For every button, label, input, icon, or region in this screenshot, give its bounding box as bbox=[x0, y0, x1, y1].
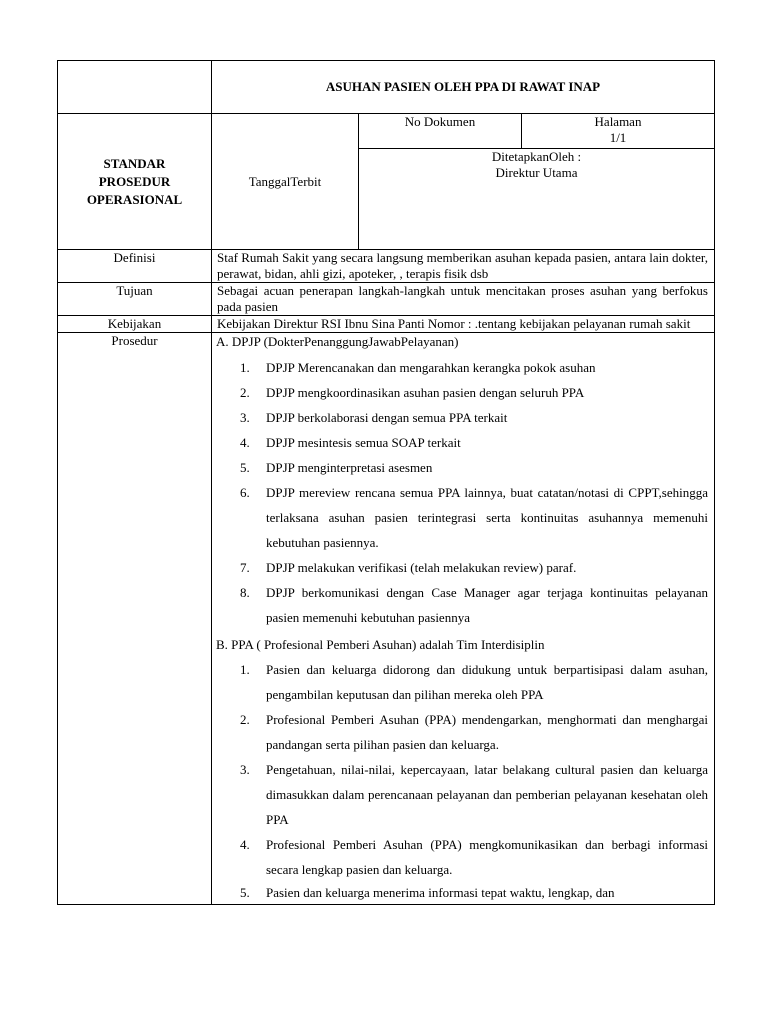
no-dokumen: No Dokumen bbox=[359, 114, 522, 149]
halaman-value: 1/1 bbox=[609, 130, 627, 145]
list-item: 5. Pasien dan keluarga menerima informasi tepat waktu, lengkap, dan bbox=[240, 885, 615, 900]
kebijakan-label: Kebijakan bbox=[58, 316, 212, 333]
kebijakan-text: Kebijakan Direktur RSI Ibnu Sina Panti Nomor : .tentang kebijakan pelayanan rumah sakit bbox=[212, 316, 715, 333]
list-item: 4. Profesional Pemberi Asuhan (PPA) mengkomunikasikan dan berbagi informasi secara lengkap pasien dan keluarga. bbox=[240, 837, 708, 877]
list-item: 8. DPJP berkomunikasi dengan Case Manager agar terjaga kontinuitas pelayanan pasien memenuhi kebutuhan pasiennya bbox=[240, 585, 708, 625]
list-item: 4. DPJP mesintesis semua SOAP terkait bbox=[240, 435, 461, 450]
list-item: 7. DPJP melakukan verifikasi (telah melakukan review) paraf. bbox=[240, 560, 577, 575]
section-b-list bbox=[216, 657, 708, 904]
sop-label-line3: OPERASIONAL bbox=[86, 191, 183, 207]
document-title: ASUHAN PASIEN OLEH PPA DI RAWAT INAP bbox=[212, 61, 715, 114]
list-item: 3. DPJP berkolaborasi dengan semua PPA terkait bbox=[240, 410, 508, 425]
ditetapkan-oleh bbox=[359, 149, 715, 250]
ditetapkan-label: DitetapkanOleh : bbox=[491, 149, 582, 164]
halaman-label: Halaman bbox=[594, 114, 642, 129]
section-a-heading: A. DPJP (DokterPenanggungJawabPelayanan) bbox=[216, 334, 459, 349]
list-item: 2. Profesional Pemberi Asuhan (PPA) mendengarkan, menghormati dan menghargai pandangan serta pilihan pasien dan keluarga. bbox=[240, 712, 708, 752]
sop-label bbox=[58, 114, 212, 250]
list-item: 1. DPJP Merencanakan dan mengarahkan kerangka pokok asuhan bbox=[240, 360, 596, 375]
sop-label-line2: PROSEDUR bbox=[98, 173, 171, 189]
definisi-label: Definisi bbox=[58, 250, 212, 283]
section-a-list bbox=[216, 355, 708, 630]
tujuan-label: Tujuan bbox=[58, 283, 212, 316]
sop-label-line1: STANDAR bbox=[103, 155, 166, 171]
section-b-heading: B. PPA ( Profesional Pemberi Asuhan) adalah Tim Interdisiplin bbox=[216, 637, 545, 652]
list-item: 1. Pasien dan keluarga didorong dan didukung untuk berpartisipasi dalam asuhan, pengambilan keputusan dan pilihan mereka oleh PPA bbox=[240, 662, 708, 702]
tanggal-terbit: TanggalTerbit bbox=[212, 114, 359, 250]
definisi-text: Staf Rumah Sakit yang secara langsung memberikan asuhan kepada pasien, antara lain dokter, perawat, bidan, ahli gizi, apoteker, , terapis fisik dsb bbox=[212, 250, 715, 283]
logo-cell bbox=[58, 61, 212, 114]
list-item: 5. DPJP menginterpretasi asesmen bbox=[240, 460, 433, 475]
halaman bbox=[522, 114, 715, 149]
list-item: 2. DPJP mengkoordinasikan asuhan pasien dengan seluruh PPA bbox=[240, 385, 585, 400]
prosedur-label: Prosedur bbox=[58, 333, 212, 905]
prosedur-content bbox=[212, 333, 715, 905]
list-item: 3. Pengetahuan, nilai-nilai, kepercayaan, latar belakang cultural pasien dan keluarga dimasukkan dalam perencanaan pelayanan dan pemberian pelayanan kesehatan oleh PPA bbox=[240, 762, 708, 827]
direktur-utama: Direktur Utama bbox=[495, 165, 578, 180]
sop-table bbox=[57, 60, 715, 905]
list-item: 6. DPJP mereview rencana semua PPA lainnya, buat catatan/notasi di CPPT,sehingga terlaksana asuhan pasien terintegrasi serta kontinuitas asuhannya memenuhi kebutuhan pasiennya. bbox=[240, 485, 708, 550]
tujuan-text: Sebagai acuan penerapan langkah-langkah untuk mencitakan proses asuhan yang berfokus pada pasien bbox=[212, 283, 715, 316]
